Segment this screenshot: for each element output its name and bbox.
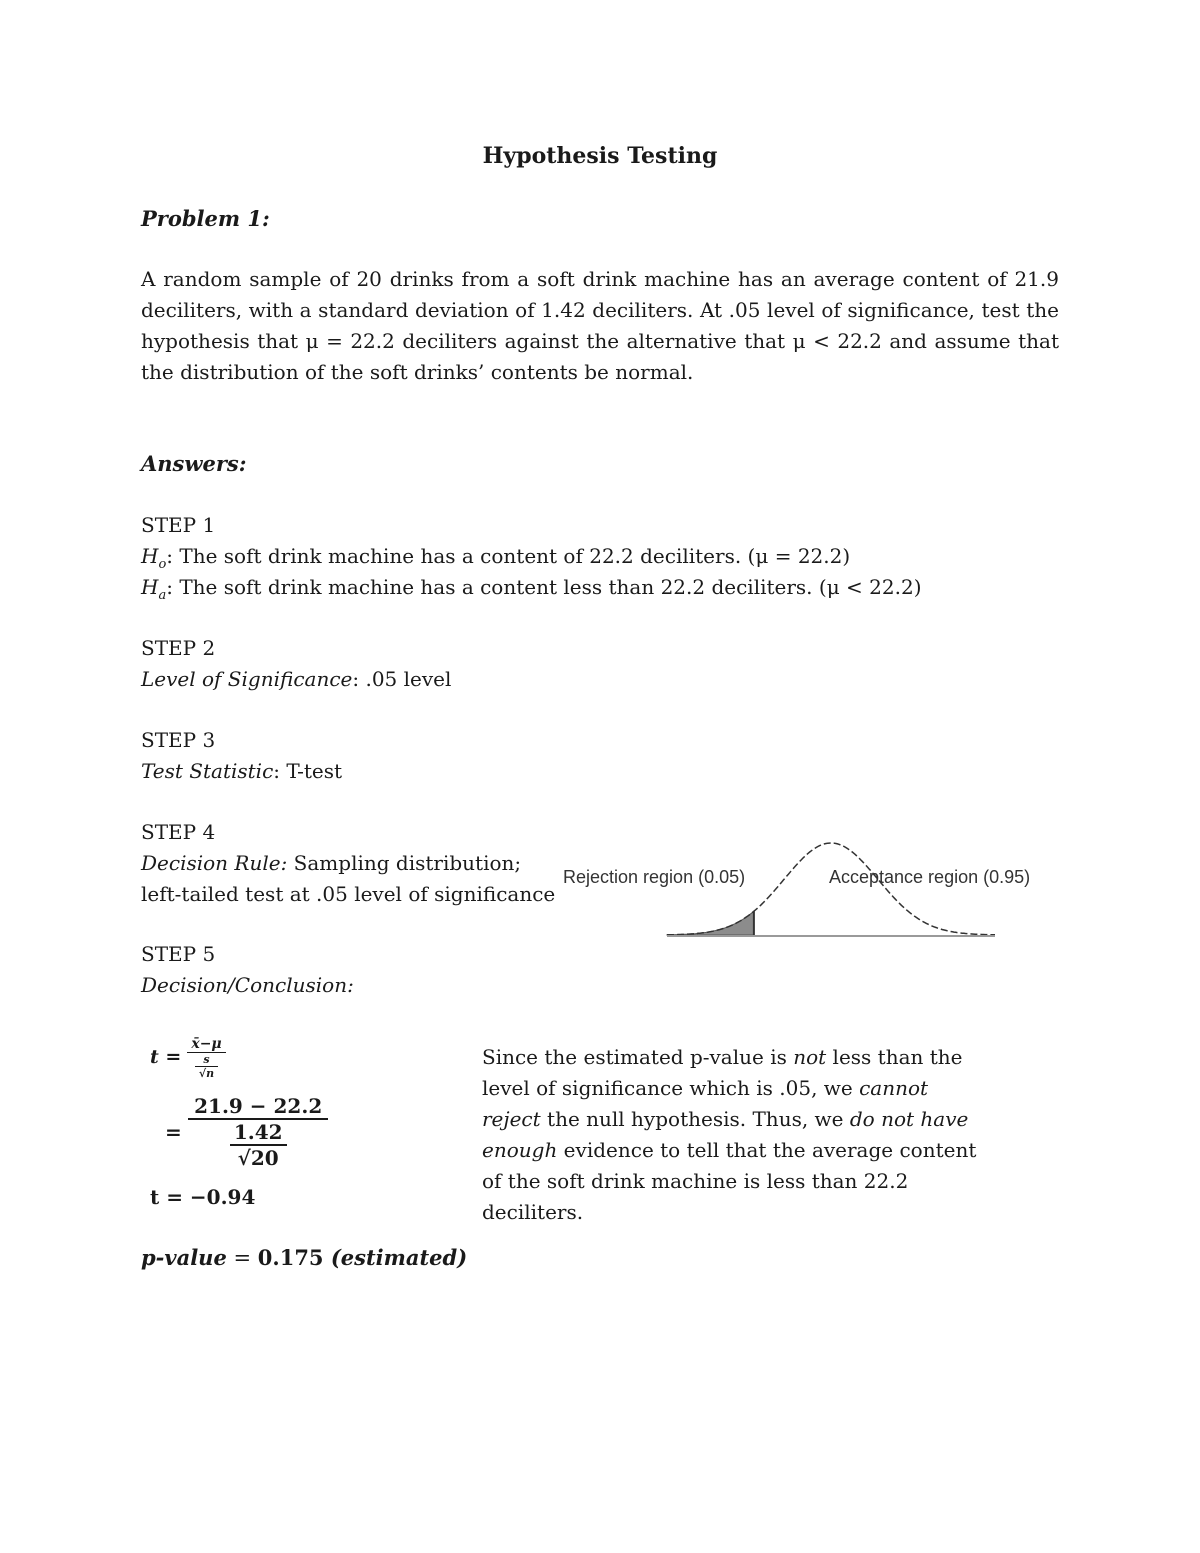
rejection-region-chart [555,835,1055,945]
step2-label: STEP 2 [141,636,216,660]
test-statistic-line [141,756,342,787]
t-result: t = −0.94 [150,1185,256,1209]
sd-denominator: √n [195,1066,218,1080]
conclusion-part3: the null hypothesis. Thus, we [540,1107,850,1131]
h0-text: : The soft drink machine has a content of 22.2 deciliters. (μ = 22.2) [166,544,851,568]
step4-label: STEP 4 [141,820,216,844]
substituted-sd-numerator: 1.42 [233,1120,283,1144]
conclusion-not: not [793,1045,827,1069]
substituted-sd-denominator: √20 [230,1144,287,1170]
answers-heading: Answers: [141,451,247,476]
t-formula-substituted [165,1094,328,1170]
normal-curve [667,843,995,935]
test-statistic-key: Test Statistic [141,759,274,783]
step5-label: STEP 5 [141,942,216,966]
significance-value: : .05 level [352,667,452,691]
ha-symbol: H [141,575,159,599]
p-value-label: p-value [141,1245,227,1270]
problem-heading: Problem 1: [141,206,270,231]
general-fraction [187,1036,225,1080]
conclusion-part2: less than the level of significance which is .05, we [482,1045,963,1100]
substituted-numerator: 21.9 − 22.2 [194,1094,323,1118]
alternative-hypothesis [141,572,922,611]
conclusion-heading: Decision/Conclusion: [141,973,354,997]
general-numerator: x̄−μ [191,1036,222,1052]
page-title: Hypothesis Testing [482,143,718,169]
sd-fraction [195,1053,218,1080]
t-formula-general [150,1036,226,1080]
significance-line [141,664,451,695]
sd-numerator: s [203,1053,210,1066]
problem-text: A random sample of 20 drinks from a soft drink machine has an average content of 21.9 deciliters, with a standard deviation of 1.42 deciliters. At .05 level of significance, test the hypothesis that μ = 22.2 deciliters against the alternative that μ < 22.2 and assume that the distribution of the soft drinks’ contents be normal. [141,267,1059,384]
acceptance-region-label: Acceptance region (0.95) [829,867,1031,887]
significance-key: Level of Significance [141,667,353,691]
conclusion-part4: evidence to tell that the average content of the soft drink machine is less than 22.2 deciliters. [482,1138,977,1224]
general-denominator [187,1052,225,1080]
decision-rule-line [141,848,521,879]
rejection-region-label: Rejection region (0.05) [563,867,746,887]
substituted-sd-fraction [230,1120,287,1170]
p-value-note: (estimated) [323,1245,468,1270]
step1-label: STEP 1 [141,513,216,537]
ha-subscript: a [158,588,167,603]
p-value-line [141,1245,467,1270]
decision-rule-value: Sampling distribution; [287,851,522,875]
h0-symbol: H [141,544,159,568]
step3-label: STEP 3 [141,728,216,752]
ha-text: : The soft drink machine has a content less than 22.2 deciliters. (μ < 22.2) [166,575,922,599]
substituted-denominator [188,1118,328,1170]
conclusion-not-enough: do not have enough [482,1107,969,1162]
test-statistic-value: : T-test [273,759,343,783]
conclusion-part1: Since the estimated p-value is [482,1045,794,1069]
h0-subscript: o [158,557,167,572]
substituted-fraction [188,1094,328,1170]
decision-rule-line2: left-tailed test at .05 level of significance [141,882,556,906]
p-value-eq: = [226,1246,258,1270]
conclusion-cannot-reject: cannot reject [482,1076,929,1131]
p-value-number: 0.175 [257,1245,324,1270]
t-lhs: t = [150,1046,182,1068]
conclusion-text [482,1042,982,1228]
substituted-eq: = [165,1120,182,1144]
decision-rule-key: Decision Rule: [141,851,288,875]
